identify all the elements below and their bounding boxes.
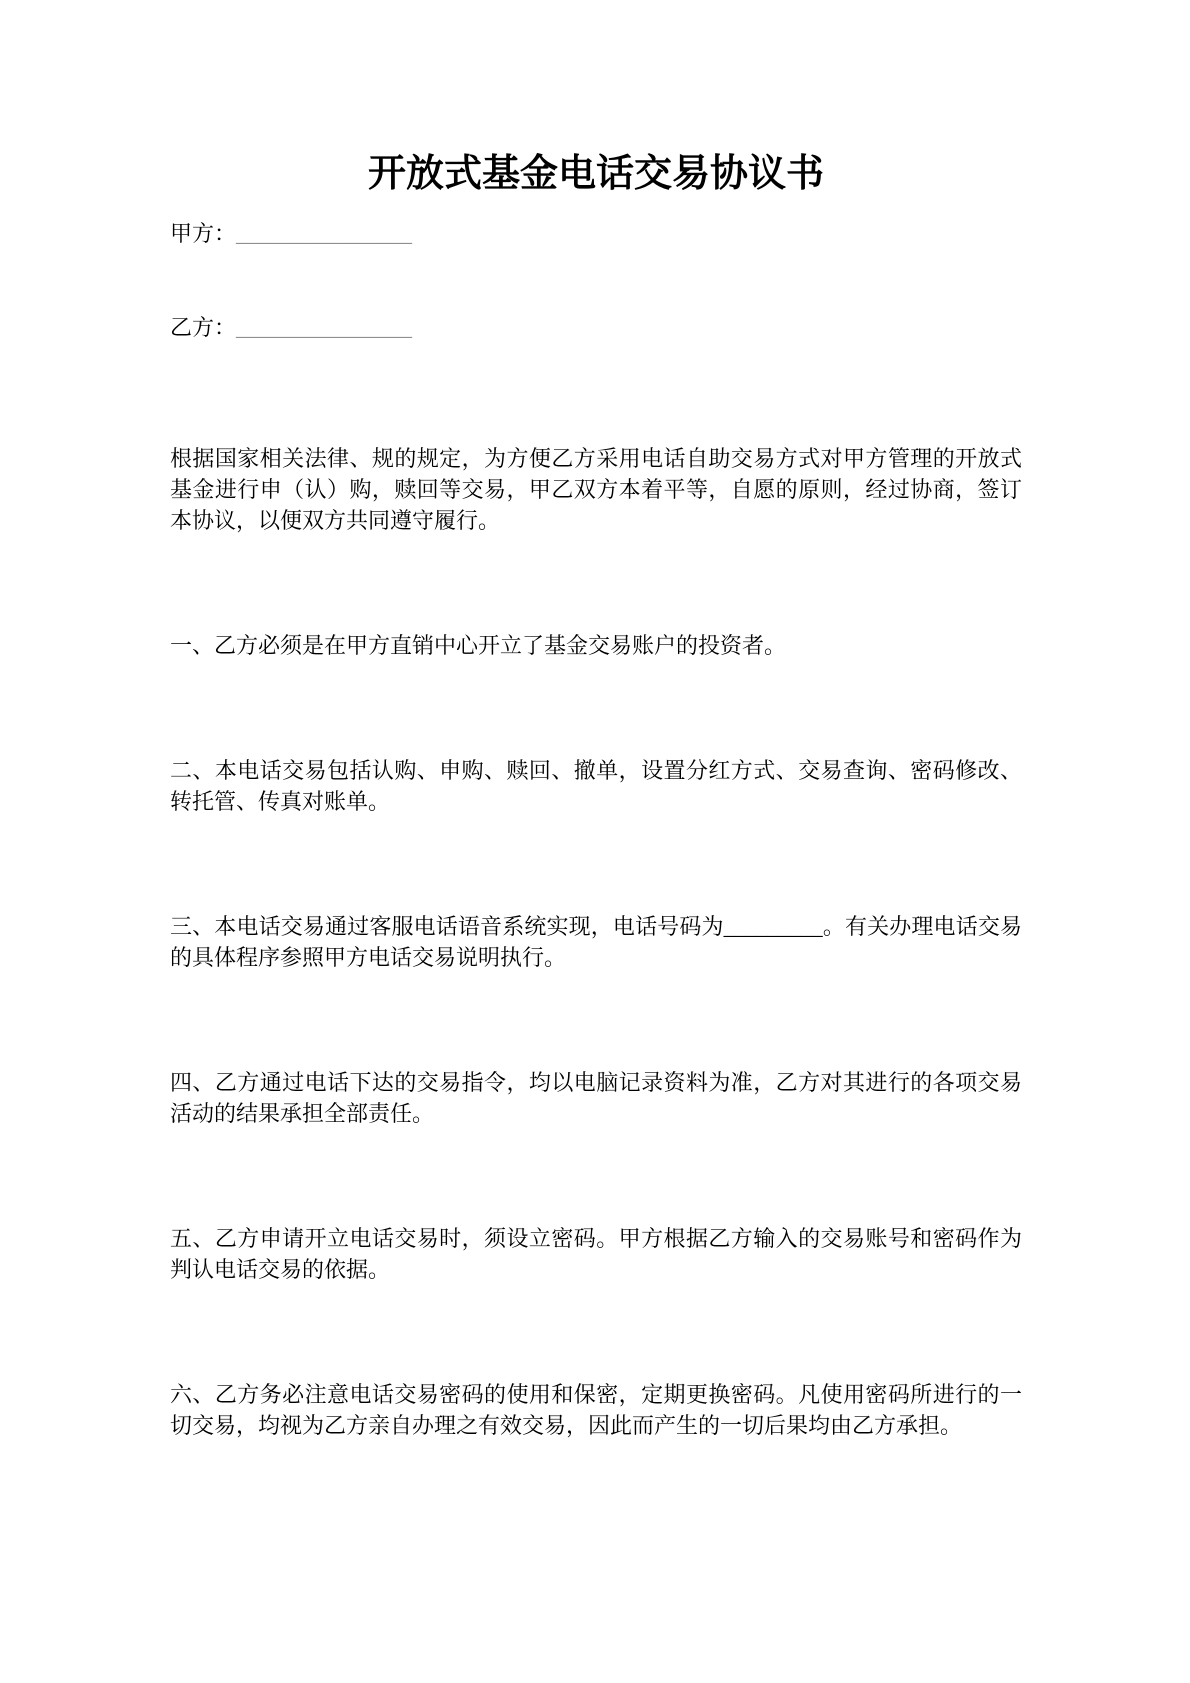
party-b-label: 乙方：	[170, 315, 237, 340]
party-b-line	[170, 312, 1022, 343]
clause-paragraph-5: 五、乙方申请开立电话交易时，须设立密码。甲方根据乙方输入的交易账号和密码作为判认电话交易的依据。	[170, 1226, 1022, 1282]
clause-paragraph-1: 一、乙方必须是在甲方直销中心开立了基金交易账户的投资者。	[170, 633, 787, 658]
party-a-label: 甲方：	[170, 221, 237, 246]
intro-paragraph: 根据国家相关法律、规的规定，为方便乙方采用电话自助交易方式对甲方管理的开放式基金进行申（认）购，赎回等交易，甲乙双方本着平等，自愿的原则，经过协商，签订本协议，以便双方共同遵守履行。	[170, 446, 1022, 533]
clause-paragraph-2: 二、本电话交易包括认购、申购、赎回、撤单，设置分红方式、交易查询、密码修改、转托管、传真对账单。	[170, 758, 1022, 814]
party-b-blank: ________________	[236, 315, 413, 340]
clause-paragraph-3: 三、本电话交易通过客服电话语音系统实现，电话号码为_________。有关办理电话交易的具体程序参照甲方电话交易说明执行。	[170, 914, 1022, 970]
party-a-line	[170, 218, 1022, 249]
party-a-blank: ________________	[236, 221, 413, 246]
clause-paragraph-4: 四、乙方通过电话下达的交易指令，均以电脑记录资料为准，乙方对其进行的各项交易活动的结果承担全部责任。	[170, 1070, 1022, 1126]
document-title: 开放式基金电话交易协议书	[367, 153, 824, 195]
clause-paragraph-6: 六、乙方务必注意电话交易密码的使用和保密，定期更换密码。凡使用密码所进行的一切交易，均视为乙方亲自办理之有效交易，因此而产生的一切后果均由乙方承担。	[170, 1382, 1022, 1438]
